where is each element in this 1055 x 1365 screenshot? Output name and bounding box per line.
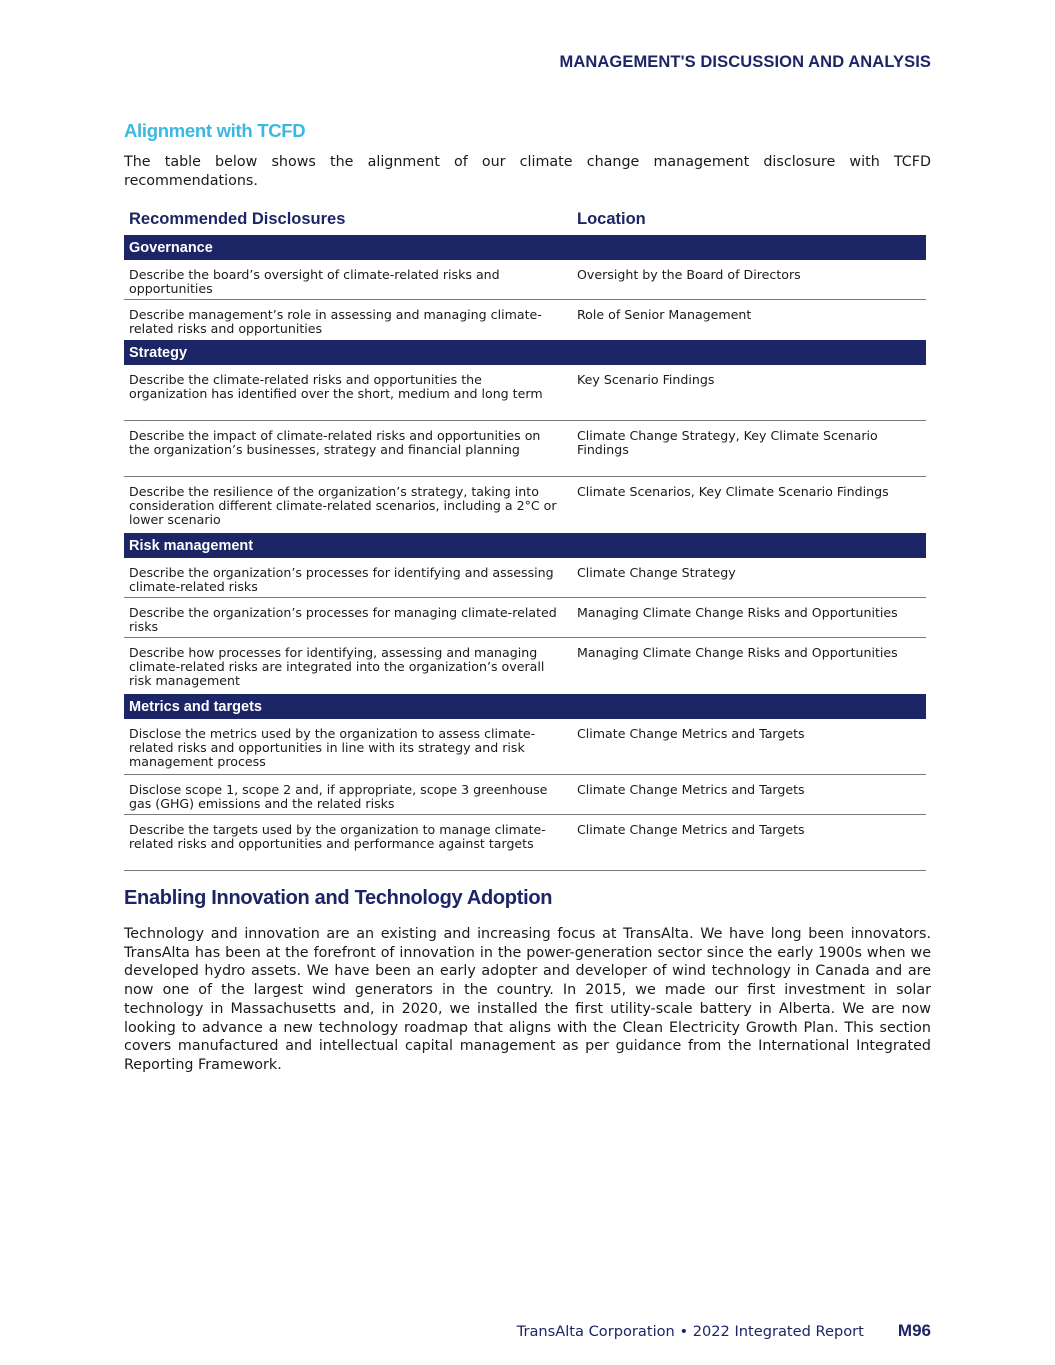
table-row xyxy=(124,421,926,477)
footer-text: TransAlta Corporation • 2022 Integrated Report xyxy=(516,1323,864,1340)
location-cell: Climate Change Strategy, Key Climate Scenario Findings xyxy=(577,428,878,457)
location-cell: Managing Climate Change Risks and Opportunities xyxy=(577,605,898,620)
table-header xyxy=(124,205,926,233)
table-row xyxy=(124,775,926,815)
innovation-body: Technology and innovation are an existing and increasing focus at TransAlta. We have long been innovators. TransAlta has been at the forefront of innovation in the power-generation sector since the early 1900s when we developed hydro assets. We have been an early adopter and developer of wind technology in Canada and are now one of the largest wind generators in the country. In 2015, we made our first investment in solar technology in Massachusetts and, in 2020, we installed the first utility-scale battery in Alberta. We are now looking to advance a new technology roadmap that aligns with the Clean Electricity Growth Plan. This section covers manufactured and intellectual capital management as per guidance from the International Integrated Reporting Framework. xyxy=(124,926,931,1073)
group-header-metrics-and-targets: Metrics and targets xyxy=(124,694,926,719)
table-row xyxy=(124,477,926,533)
table-row xyxy=(124,815,926,871)
page-number: M96 xyxy=(897,1321,931,1340)
disclosure-cell: Disclose scope 1, scope 2 and, if appropriate, scope 3 greenhouse gas (GHG) emissions and the related risks xyxy=(129,782,548,811)
table-row xyxy=(124,300,926,340)
disclosure-cell: Describe the climate-related risks and opportunities the organization has identified over the short, medium and long term xyxy=(129,372,543,401)
disclosure-cell: Describe the organization’s processes for identifying and assessing climate-related risks xyxy=(129,565,554,594)
location-cell: Climate Scenarios, Key Climate Scenario Findings xyxy=(577,484,889,499)
location-cell: Climate Change Metrics and Targets xyxy=(577,726,805,741)
disclosure-cell: Describe the targets used by the organization to manage climate-related risks and opportunities and performance against targets xyxy=(129,822,546,851)
location-cell: Oversight by the Board of Directors xyxy=(577,267,801,282)
location-cell: Role of Senior Management xyxy=(577,307,752,322)
disclosure-cell: Describe the board’s oversight of climate-related risks and opportunities xyxy=(129,267,500,296)
table-row xyxy=(124,260,926,300)
location-cell: Climate Change Strategy xyxy=(577,565,736,580)
disclosure-cell: Describe how processes for identifying, assessing and managing climate-related risks are integrated into the organization’s overall risk management xyxy=(129,645,545,688)
page-footer xyxy=(517,1321,931,1341)
group-header-governance: Governance xyxy=(124,235,926,260)
tcfd-intro: The table below shows the alignment of our climate change management disclosure with TCFD recommendations. xyxy=(124,154,931,189)
group-header-strategy: Strategy xyxy=(124,340,926,365)
column-header-location: Location xyxy=(577,209,646,228)
location-cell: Key Scenario Findings xyxy=(577,372,715,387)
location-cell: Climate Change Metrics and Targets xyxy=(577,782,805,797)
disclosure-cell: Describe the organization’s processes for managing climate-related risks xyxy=(129,605,557,634)
table-row xyxy=(124,638,926,694)
disclosure-cell: Describe management’s role in assessing and managing climate-related risks and opportunities xyxy=(129,307,542,336)
page-header: MANAGEMENT'S DISCUSSION AND ANALYSIS xyxy=(559,53,931,71)
section-title-innovation: Enabling Innovation and Technology Adoption xyxy=(124,887,553,909)
location-cell: Climate Change Metrics and Targets xyxy=(577,822,805,837)
group-header-risk-management: Risk management xyxy=(124,533,926,558)
column-header-disclosures: Recommended Disclosures xyxy=(129,209,346,228)
disclosure-cell: Disclose the metrics used by the organization to assess climate-related risks and opportunities in line with its strategy and risk management process xyxy=(129,726,536,769)
main-content xyxy=(124,120,931,1075)
table-row xyxy=(124,365,926,421)
section-title-tcfd: Alignment with TCFD xyxy=(124,120,306,141)
table-row xyxy=(124,719,926,775)
table-row xyxy=(124,598,926,638)
disclosure-cell: Describe the impact of climate-related risks and opportunities on the organization’s businesses, strategy and financial planning xyxy=(129,428,541,457)
disclosure-cell: Describe the resilience of the organization’s strategy, taking into consideration different climate-related scenarios, including a 2°C or lower scenario xyxy=(129,484,557,527)
location-cell: Managing Climate Change Risks and Opportunities xyxy=(577,645,898,660)
table-row xyxy=(124,558,926,598)
tcfd-table xyxy=(124,205,926,871)
